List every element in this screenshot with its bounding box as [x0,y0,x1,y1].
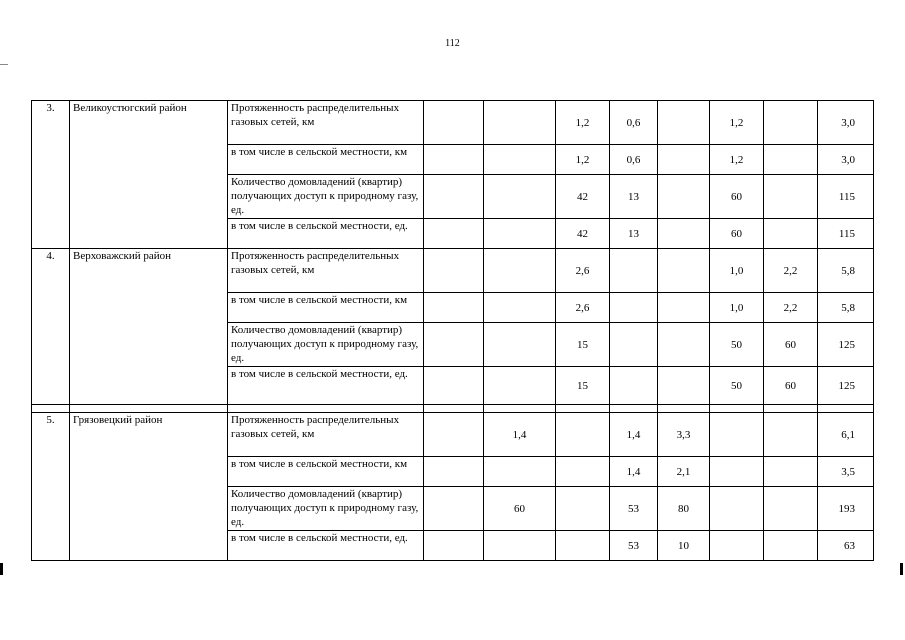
value-cell [484,367,556,405]
spacer-cell [228,405,424,413]
value-cell: 2,1 [658,457,710,487]
value-cell [424,145,484,175]
value-cell [710,413,764,457]
district-name: Верховажский район [70,249,228,405]
value-cell [424,367,484,405]
value-cell [484,101,556,145]
spacer-cell [70,405,228,413]
value-cell: 1,2 [710,101,764,145]
value-cell: 1,2 [710,145,764,175]
value-cell [610,293,658,323]
scan-marker-left [0,563,3,575]
value-cell: 50 [710,323,764,367]
spacer-cell [556,405,610,413]
value-cell [424,101,484,145]
value-cell [424,323,484,367]
value-cell: 10 [658,531,710,561]
total-cell: 193 [818,487,874,531]
spacer-cell [610,405,658,413]
value-cell [710,531,764,561]
value-cell [424,249,484,293]
gasification-table [31,100,874,561]
indicator-label: Количество домовладений (квартир) получающих доступ к природному газу, ед. [228,175,424,219]
value-cell [710,457,764,487]
value-cell: 0,6 [610,145,658,175]
spacer-cell [424,405,484,413]
total-cell: 115 [818,219,874,249]
total-cell: 6,1 [818,413,874,457]
value-cell [610,323,658,367]
value-cell [484,249,556,293]
value-cell [484,323,556,367]
value-cell [424,293,484,323]
indicator-label: в том числе в сельской местности, км [228,457,424,487]
value-cell [610,249,658,293]
value-cell: 1,0 [710,293,764,323]
value-cell: 3,3 [658,413,710,457]
total-cell: 125 [818,323,874,367]
value-cell [710,487,764,531]
indicator-label: в том числе в сельской местности, ед. [228,367,424,405]
table-row [32,413,874,457]
value-cell [424,487,484,531]
total-cell: 5,8 [818,293,874,323]
value-cell [764,531,818,561]
indicator-label: в том числе в сельской местности, км [228,145,424,175]
indicator-label: в том числе в сельской местности, ед. [228,219,424,249]
spacer-cell [818,405,874,413]
district-index: 3. [32,101,70,249]
value-cell: 1,4 [610,413,658,457]
value-cell [658,101,710,145]
indicator-label: в том числе в сельской местности, ед. [228,531,424,561]
spacer-row [32,405,874,413]
value-cell: 1,4 [610,457,658,487]
value-cell: 80 [658,487,710,531]
value-cell [764,487,818,531]
value-cell: 50 [710,367,764,405]
value-cell [764,175,818,219]
total-cell: 125 [818,367,874,405]
indicator-label: в том числе в сельской местности, км [228,293,424,323]
indicator-label: Протяженность распределительных газовых сетей, км [228,101,424,145]
indicator-label: Протяженность распределительных газовых сетей, км [228,413,424,457]
value-cell: 2,2 [764,249,818,293]
value-cell [424,531,484,561]
spacer-cell [32,405,70,413]
value-cell: 13 [610,175,658,219]
spacer-cell [710,405,764,413]
district-index: 4. [32,249,70,405]
value-cell: 0,6 [610,101,658,145]
value-cell [424,219,484,249]
value-cell: 53 [610,487,658,531]
total-cell: 3,0 [818,101,874,145]
value-cell: 1,4 [484,413,556,457]
value-cell [658,249,710,293]
value-cell: 1,0 [710,249,764,293]
spacer-cell [764,405,818,413]
table-row [32,101,874,145]
indicator-label: Протяженность распределительных газовых сетей, км [228,249,424,293]
value-cell [658,367,710,405]
value-cell [556,487,610,531]
value-cell: 60 [484,487,556,531]
total-cell: 3,0 [818,145,874,175]
value-cell [764,219,818,249]
value-cell [764,413,818,457]
spacer-cell [484,405,556,413]
value-cell: 42 [556,219,610,249]
district-name: Великоустюгский район [70,101,228,249]
value-cell [658,175,710,219]
total-cell: 5,8 [818,249,874,293]
scan-edge-mark [0,64,8,65]
district-index: 5. [32,413,70,561]
value-cell: 1,2 [556,101,610,145]
value-cell: 2,6 [556,249,610,293]
value-cell: 15 [556,323,610,367]
value-cell: 1,2 [556,145,610,175]
table-row [32,249,874,293]
value-cell [424,413,484,457]
value-cell [658,145,710,175]
value-cell [658,219,710,249]
value-cell [484,293,556,323]
scan-marker-right [900,563,903,575]
district-name: Грязовецкий район [70,413,228,561]
value-cell: 13 [610,219,658,249]
value-cell [484,145,556,175]
value-cell [556,531,610,561]
indicator-label: Количество домовладений (квартир) получающих доступ к природному газу, ед. [228,323,424,367]
value-cell [424,457,484,487]
value-cell [556,457,610,487]
value-cell: 60 [710,175,764,219]
spacer-cell [658,405,710,413]
value-cell [610,367,658,405]
indicator-label: Количество домовладений (квартир) получающих доступ к природному газу, ед. [228,487,424,531]
value-cell [764,145,818,175]
total-cell: 115 [818,175,874,219]
value-cell: 15 [556,367,610,405]
value-cell [484,531,556,561]
value-cell [484,219,556,249]
value-cell [484,175,556,219]
value-cell [764,457,818,487]
table-body [32,101,874,561]
total-cell: 63 [818,531,874,561]
value-cell: 2,2 [764,293,818,323]
value-cell [556,413,610,457]
value-cell: 42 [556,175,610,219]
value-cell [424,175,484,219]
value-cell [658,293,710,323]
page-number: 112 [445,38,460,49]
value-cell: 60 [710,219,764,249]
total-cell: 3,5 [818,457,874,487]
value-cell [658,323,710,367]
value-cell: 60 [764,323,818,367]
value-cell: 60 [764,367,818,405]
value-cell: 2,6 [556,293,610,323]
value-cell [764,101,818,145]
value-cell: 53 [610,531,658,561]
value-cell [484,457,556,487]
